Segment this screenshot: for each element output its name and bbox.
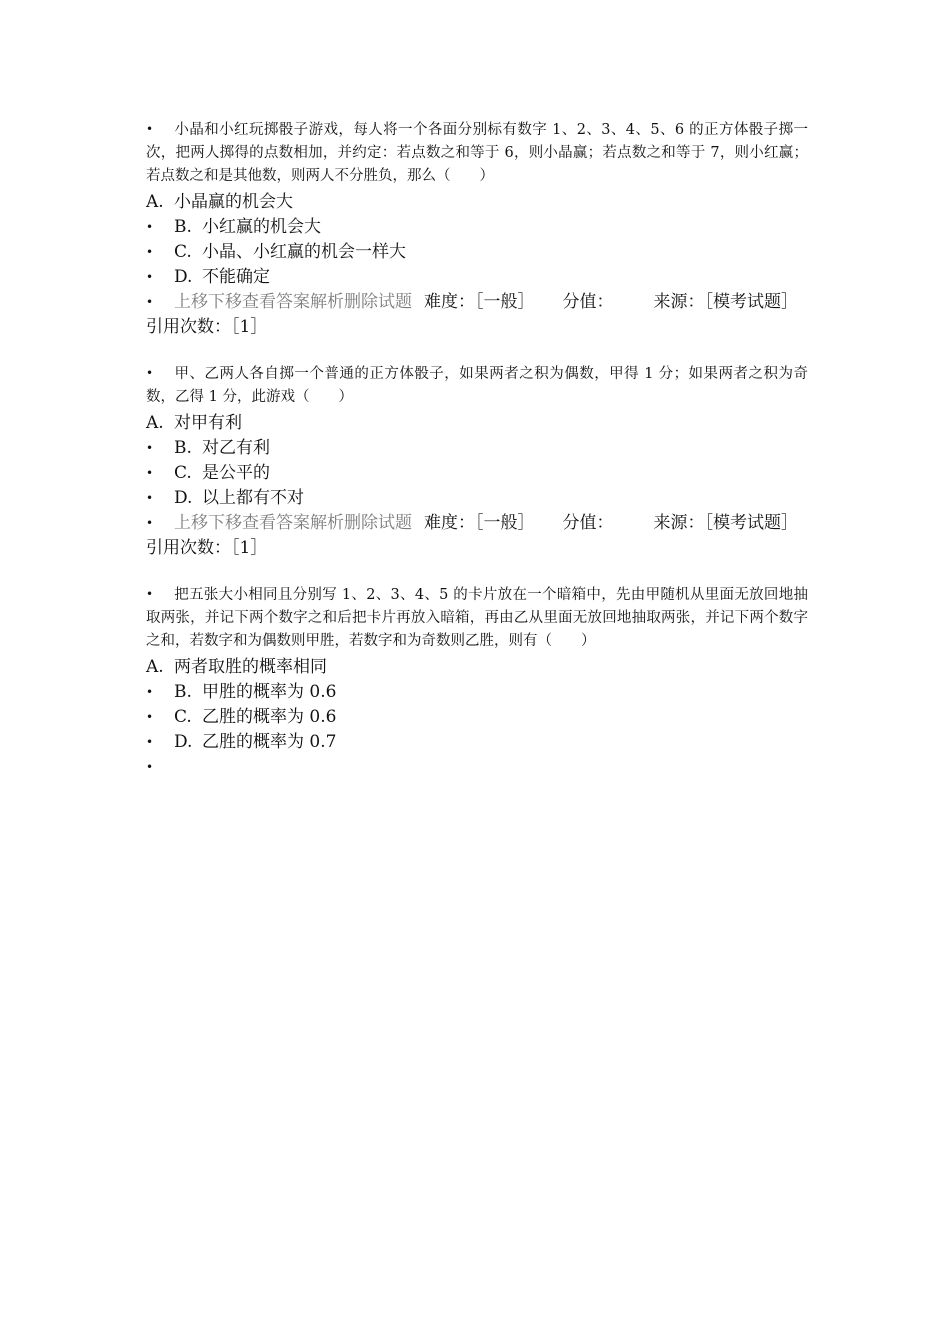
option-a[interactable]: A. 两者取胜的概率相同 [146, 657, 327, 677]
bullet-icon: • [146, 587, 154, 601]
question-text: • 把五张大小相同且分别写 1、2、3、4、5 的卡片放在一个暗箱中，先由甲随机从里面无放回地抽取两张，并记下两个数字之和后把卡片再放入暗箱，再由乙从里面无放回地抽取两张，并记下两个数字之和，若数字和为偶数则甲胜，若数字和为奇数则乙胜，则有（ ） [146, 583, 808, 653]
question-actions-link[interactable]: 上移下移查看答案解析删除试题 [174, 292, 412, 312]
bullet-icon: • [146, 685, 154, 699]
question-meta [146, 511, 808, 561]
difficulty: 难度：［一般］ [424, 292, 535, 312]
option-c[interactable]: • C. 小晶、小红赢的机会一样大 [146, 240, 808, 265]
option-d[interactable]: • D. 以上都有不对 [146, 486, 808, 511]
bullet-icon: • [146, 295, 154, 309]
bullet-icon: • [146, 516, 154, 530]
citations: 引用次数：［1］ [146, 538, 268, 558]
option-d[interactable]: • D. 乙胜的概率为 0.7 [146, 730, 808, 755]
option-b[interactable]: • B. 小红赢的机会大 [146, 215, 808, 240]
source: 来源：［模考试题］ [653, 292, 798, 312]
question-actions-link[interactable]: 上移下移查看答案解析删除试题 [174, 513, 412, 533]
option-d[interactable]: • D. 不能确定 [146, 265, 808, 290]
question-3 [146, 583, 808, 780]
source: 来源：［模考试题］ [653, 513, 798, 533]
bullet-icon: • [146, 366, 154, 380]
question-text: • 小晶和小红玩掷骰子游戏，每人将一个各面分别标有数字 1、2、3、4、5、6 的正方体骰子掷一次，把两人掷得的点数相加，并约定：若点数之和等于 6，则小晶赢；若点数之和等于 7，则小红赢；若点数之和是其他数，则两人不分胜负，那么（ ） [146, 118, 808, 188]
question-2 [146, 362, 808, 561]
bullet-icon: • [146, 760, 154, 774]
bullet-icon: • [146, 245, 154, 259]
question-1 [146, 118, 808, 340]
option-b[interactable]: • B. 甲胜的概率为 0.6 [146, 680, 808, 705]
option-a[interactable]: A. 小晶赢的机会大 [146, 192, 293, 212]
bullet-icon: • [146, 270, 154, 284]
option-b[interactable]: • B. 对乙有利 [146, 436, 808, 461]
bullet-icon: • [146, 735, 154, 749]
empty-list-item [146, 755, 808, 780]
question-text: • 甲、乙两人各自掷一个普通的正方体骰子，如果两者之积为偶数，甲得 1 分；如果两者之积为奇数，乙得 1 分，此游戏（ ） [146, 362, 808, 409]
question-meta [146, 290, 808, 340]
bullet-icon: • [146, 710, 154, 724]
difficulty: 难度：［一般］ [424, 513, 535, 533]
option-a[interactable]: A. 对甲有利 [146, 413, 242, 433]
bullet-icon: • [146, 220, 154, 234]
question-list [146, 118, 808, 802]
bullet-icon: • [146, 491, 154, 505]
citations: 引用次数：［1］ [146, 317, 268, 337]
bullet-icon: • [146, 122, 154, 136]
score: 分值： [562, 513, 614, 533]
bullet-icon: • [146, 466, 154, 480]
bullet-icon: • [146, 441, 154, 455]
score: 分值： [562, 292, 614, 312]
option-c[interactable]: • C. 是公平的 [146, 461, 808, 486]
option-c[interactable]: • C. 乙胜的概率为 0.6 [146, 705, 808, 730]
